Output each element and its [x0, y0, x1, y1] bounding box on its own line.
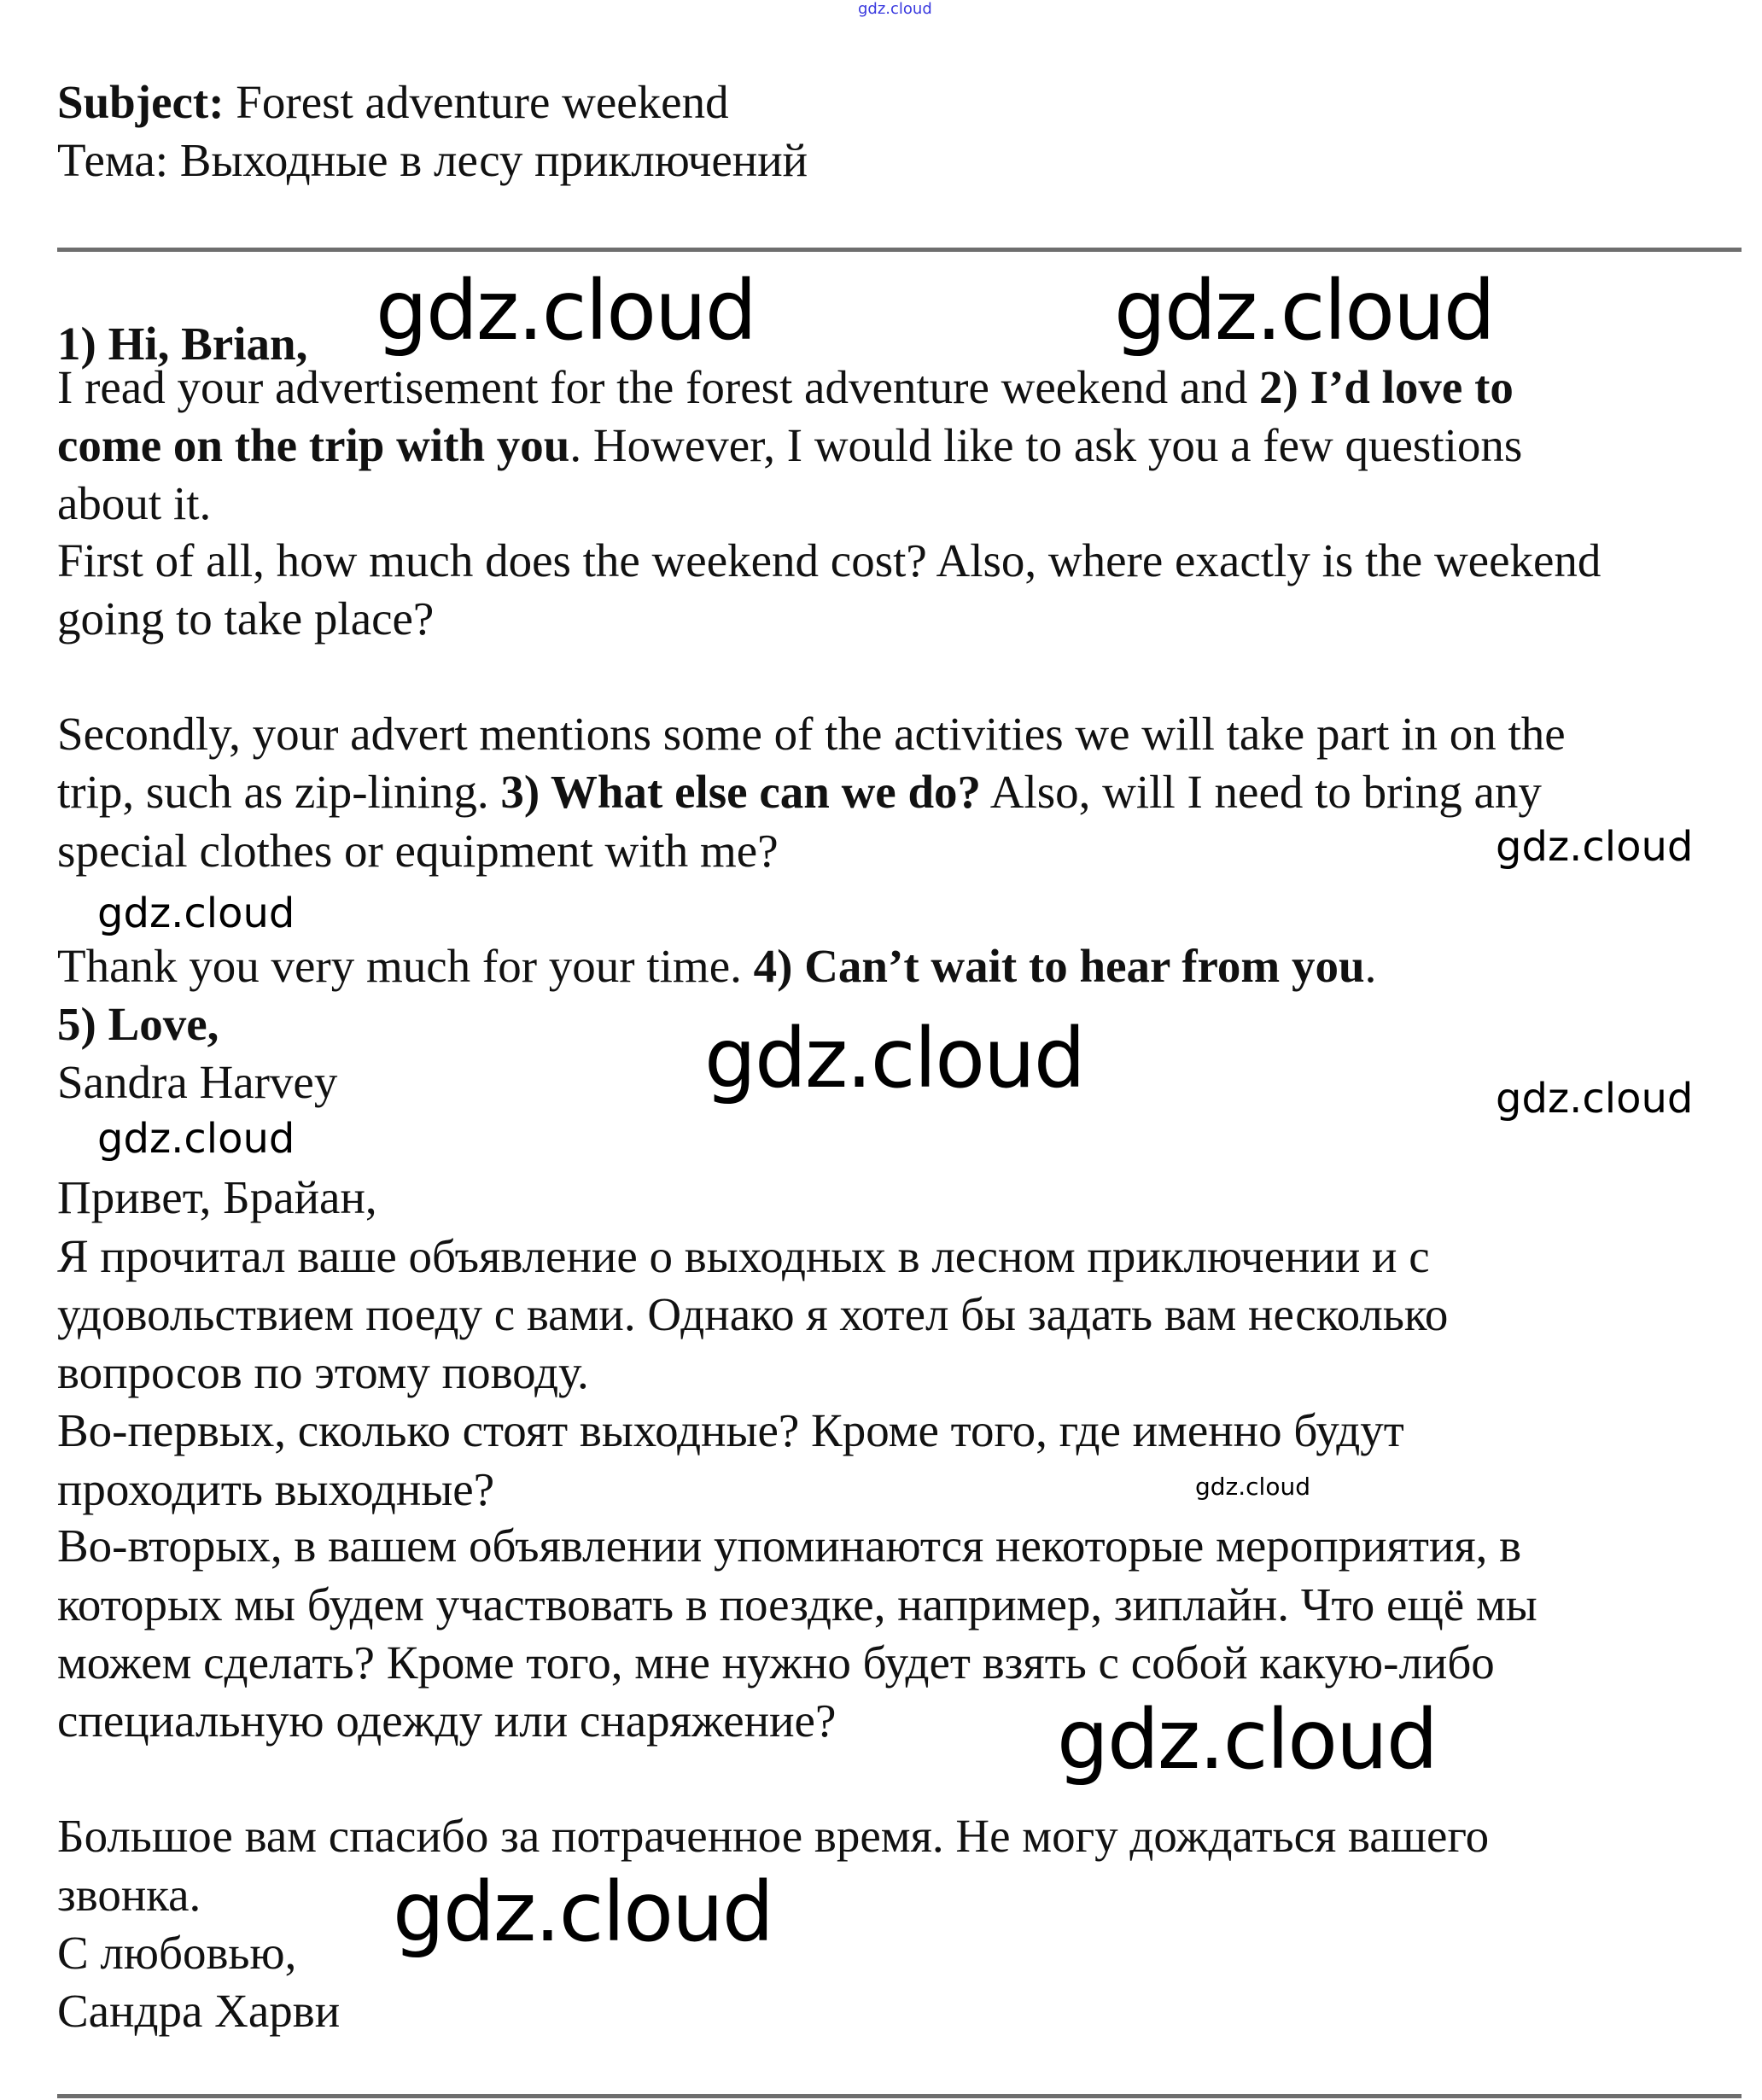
watermark: gdz.cloud [1057, 1692, 1437, 1788]
watermark: gdz.cloud [1496, 823, 1694, 871]
subject-label: Subject: [57, 76, 225, 128]
watermark: gdz.cloud [1496, 1075, 1694, 1123]
letter-line [57, 1692, 836, 1750]
letter-line [57, 1461, 494, 1519]
subject-line [57, 73, 729, 131]
letter-line [57, 822, 779, 880]
watermark: gdz.cloud [704, 1011, 1084, 1106]
text-segment: going to take place? [57, 592, 435, 645]
letter-line [57, 1807, 1489, 1865]
watermark: gdz.cloud [1114, 263, 1494, 359]
text-segment: I read your advertisement for the forest adventure weekend and [57, 361, 1260, 413]
letter-line [57, 532, 1601, 590]
text-segment: Thank you very much for your time. [57, 940, 754, 992]
letter-line [57, 995, 219, 1053]
letter-line [57, 1576, 1537, 1634]
text-segment: вопросов по этому поводу. [57, 1346, 589, 1398]
text-segment: Sandra Harvey [57, 1056, 338, 1108]
text-segment: проходить выходные? [57, 1463, 495, 1515]
text-segment: С любовью, [57, 1927, 297, 1979]
text-segment: special clothes or equipment with me? [57, 825, 779, 877]
top-divider [57, 248, 1742, 252]
text-segment: Secondly, your advert mentions some of the activities we will take part in on the [57, 708, 1566, 760]
letter-line [57, 1169, 377, 1227]
text-segment: Во-вторых, в вашем объявлении упоминаются некоторые мероприятия, в [57, 1520, 1522, 1572]
tema-line: Тема: Выходные в лесу приключений [57, 134, 808, 186]
answer-phrase: come on the trip with you [57, 419, 570, 471]
text-segment: специальную одежду или снаряжение? [57, 1695, 837, 1747]
letter-line [57, 590, 434, 648]
text-segment: удовольствием поеду с вами. Однако я хотел бы задать вам несколько [57, 1288, 1449, 1340]
letter-line [57, 1228, 1430, 1286]
letter-line [57, 1053, 337, 1111]
letter-line [57, 1344, 589, 1402]
text-segment: . However, I would like to ask you a few questions [569, 419, 1523, 471]
letter-line [57, 1924, 296, 1982]
letter-line [57, 1286, 1448, 1344]
text-segment: звонка. [57, 1869, 201, 1921]
letter-line [57, 1634, 1495, 1692]
text-segment: trip, such as zip-lining. [57, 766, 501, 818]
letter-line [57, 1982, 340, 2040]
answer-phrase: 5) Love, [57, 998, 219, 1050]
text-segment: First of all, how much does the weekend cost? Also, where exactly is the weekend [57, 534, 1602, 586]
text-segment: about it. [57, 477, 212, 529]
watermark: gdz.cloud [376, 263, 756, 359]
text-segment: можем сделать? Кроме того, мне нужно будет взять с собой какую-либо [57, 1636, 1495, 1689]
answer-phrase: 1) Hi, Brian, [57, 318, 308, 370]
answer-phrase: 2) I’d love to [1259, 361, 1514, 413]
letter-line [57, 1402, 1404, 1460]
text-segment: Also, will I need to bring any [981, 766, 1542, 818]
watermark: gdz.cloud [97, 1115, 295, 1163]
answer-phrase: 3) What else can we do? [500, 766, 982, 818]
text-segment: которых мы будем участвовать в поездке, например, зиплайн. Что ещё мы [57, 1578, 1537, 1630]
watermark: gdz.cloud [393, 1864, 773, 1960]
letter-line [57, 1866, 201, 1924]
subject-value: Forest adventure weekend [224, 76, 729, 128]
text-segment: Привет, Брайан, [57, 1171, 377, 1223]
letter-line [57, 417, 1522, 475]
letter-line [57, 763, 1542, 821]
letter-line [57, 475, 211, 533]
text-segment: Сандра Харви [57, 1985, 341, 2037]
text-segment: . [1364, 940, 1377, 992]
watermark: gdz.cloud [97, 890, 295, 937]
letter-line [57, 705, 1566, 763]
text-segment: Во-первых, сколько стоят выходные? Кроме того, где именно будут [57, 1404, 1404, 1456]
letter-line [57, 359, 1514, 417]
text-segment: Я прочитал ваше объявление о выходных в лесном приключении и с [57, 1230, 1430, 1282]
text-segment: Большое вам спасибо за потраченное время. Не могу дождаться вашего [57, 1810, 1490, 1862]
answer-phrase: 4) Can’t wait to hear from you [753, 940, 1365, 992]
watermark-top: gdz.cloud [858, 0, 932, 18]
bottom-divider [57, 2094, 1742, 2098]
watermark: gdz.cloud [1195, 1473, 1310, 1501]
letter-line [57, 937, 1376, 995]
letter-line [57, 1517, 1521, 1575]
